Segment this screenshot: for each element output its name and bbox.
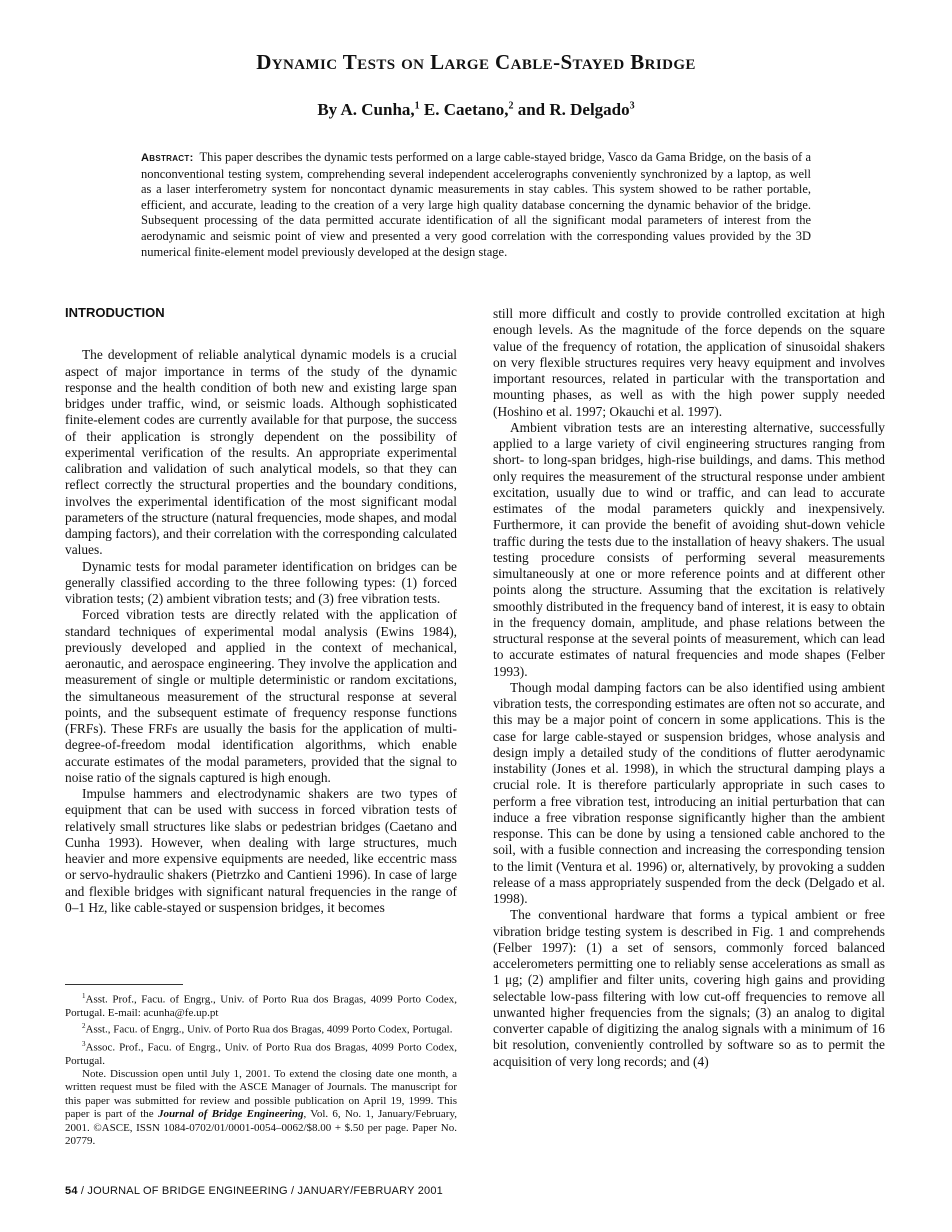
body-paragraph: Impulse hammers and electrodynamic shakers are two types of equipment that can be used with success in forced vibration tests of relatively small structures like slabs or pedestrian bridges (Caetano and Cunha 1993). However, when dealing with large structures, much heavier and more expensive equipments are needed, like eccentric mass or servo-hydraulic shakers (Pietrzko and Cantieni 1996). In case of large and flexible bridges with significant natural frequencies in the range of 0–1 Hz, like cable-stayed or suspension bridges, it becomes	[65, 786, 457, 915]
abstract	[141, 150, 811, 260]
footnote-divider	[65, 984, 183, 985]
body-paragraph: Dynamic tests for modal parameter identification on bridges can be generally classified according to the three following types: (1) forced vibration tests; (2) ambient vibration tests; and (3) free vibration tests.	[65, 558, 457, 606]
body-paragraph: Ambient vibration tests are an interesting alternative, successfully applied to a large variety of civil engineering structures ranging from short- to long-span bridges, high-rise buildings, and dams. This method only requires the measurement of the structural response under ambient excitation, usually due to wind or traffic, and can lead to accurate estimates of the modal parameters quickly and inexpensively. Furthermore, it can provide the benefit of avoiding shut-down vehicle traffic during the tests due to the installation of heavy shakers. The usual testing procedure consists of performing several measurements simultaneously at one or more reference points and at different other points along the structure. Assuming that the excitation is relatively smoothly distributed in the frequency band of interest, it is easy to obtain in the frequency domain, amplitude, and phase relations between the structural response at the several points of measurement, which can lead to accurate estimates of natural frequencies and mode shapes (Felber 1993).	[493, 419, 885, 679]
footnotes	[65, 990, 457, 1148]
body-paragraph: The development of reliable analytical dynamic models is a crucial aspect of major importance in terms of the study of the dynamic response and the health condition of both new and existing large span bridges under traffic, wind, or seismic loads. Although sophisticated finite-element codes are currently available for that purpose, the success of their application is strongly dependent on the possibility of experimental verification of the results. An appropriate experimental calibration and validation of such analytical models, so that they can reflect correctly the structural properties and the boundary conditions, involves the experimental identification of the most significant modal parameters of the structure (natural frequencies, mode shapes, and modal damping factors), and their correlation with the corresponding calculated values.	[65, 347, 457, 558]
body-paragraph: Forced vibration tests are directly related with the application of standard techniques of experimental modal analysis (Ewins 1984), previously developed and applied in the context of mechanical, aeronautic, and aerospace engineering. They involve the application and measurement of single or multiple deterministic or random excitations, the simultaneous measurement of the structural response at several points, and the subsequent estimate of frequency response functions (FRFs). These FRFs are usually the basis for the application of multi-degree-of-freedom modal identification algorithms, which enable accurate estimates of the modal parameters, provided that the signal to noise ratio of the signals captured is high enough.	[65, 607, 457, 785]
body-paragraph: The conventional hardware that forms a typical ambient or free vibration bridge testing system is described in Fig. 1 and comprehends (Felber 1997): (1) a set of sensors, commonly forced balanced accelerometers permitting one to reliably sense accelerations as small as 1 μg; (2) amplifier and filter units, covering high gains and providing selectable low-pass filtering with low cut-off frequencies to remove all unwanted higher frequencies from the signals; (3) an analog to digital converter capable of digitizing the analog signals with a minimum of 16 bit resolution, conveniently controlled by software so as to permit the acquisition of very long records; and (4)	[493, 907, 885, 1069]
author-3: and R. Delgado$^3$	[517, 100, 635, 119]
journal-footer-text: / JOURNAL OF BRIDGE ENGINEERING / JANUARY/FEBRUARY 2001	[77, 1185, 443, 1197]
author-1: A. Cunha,$^1$	[340, 100, 420, 119]
author-2-affiliation-mark: 2	[508, 100, 514, 112]
left-column	[65, 305, 457, 916]
paper-title: Dynamic Tests on Large Cable-Stayed Bridge	[256, 50, 696, 74]
running-footer	[65, 1185, 443, 1197]
body-paragraph-continued: still more difficult and costly to provide controlled excitation at high enough levels. As the magnitude of the force depends on the square value of the frequency of rotation, the application of sinusoidal shakers on very flexible structures requires very heavy equipment and involves important resources, related in particular with the transportation and mounting phases, as well as with the high power supply needed (Hoshino et al. 1997; Okauchi et al. 1997).	[493, 306, 885, 419]
author-1-affiliation-mark: 1	[414, 100, 420, 112]
publication-note: Note. Discussion open until July 1, 2001. To extend the closing date one month, a written request must be filed with the ASCE Manager of Journals. The manuscript for this paper was submitted for review and possible publication on April 19, 1999. This paper is part of the Journal of Bridge Engineering, Vol. 6, No. 1, January/February, 2001. ©ASCE, ISSN 1084-0702/01/0001-0054–0062/$8.00 + $.50 per page. Paper No. 20779.	[65, 1068, 457, 1148]
author-line	[0, 100, 952, 120]
footnote-1: $^1$Asst. Prof., Facu. of Engrg., Univ. of Porto Rua dos Bragas, 4099 Porto Codex, Portugal. E-mail: acunha@fe.up.pt	[65, 992, 457, 1020]
abstract-label: Abstract:	[141, 152, 194, 164]
authors-prefix: By	[317, 100, 338, 119]
footnote-3: $^3$Assoc. Prof., Facu. of Engrg., Univ. of Porto Rua dos Bragas, 4099 Porto Codex, Portugal.	[65, 1039, 457, 1067]
page-number: 54	[65, 1185, 78, 1197]
author-3-affiliation-mark: 3	[629, 100, 635, 112]
journal-name: Journal of Bridge Engineering	[157, 1108, 304, 1121]
footnote-2: $^2$Asst., Facu. of Engrg., Univ. of Porto Rua dos Bragas, 4099 Porto Codex, Portugal.	[82, 1022, 453, 1037]
section-heading-introduction: INTRODUCTION	[65, 305, 165, 320]
author-2: E. Caetano,$^2$	[423, 100, 514, 119]
body-paragraph: Though modal damping factors can be also identified using ambient vibration tests, the corresponding estimates are often not so accurate, and this may be a major point of concern in some applications. This is the case for large cable-stayed or suspension bridges, whose analysis and design imply a detailed study of the conditions of flutter aerodynamic instability (Jones et al. 1998), in which the structural damping plays a crucial role. It is therefore particularly appropriate in such cases to perform a free vibration test, introducing an initial perturbation that can induce a free vibration response significantly higher than the ambient response. This can be done by using a tensioned cable anchored to the soil, with a fusible connection and increasing the corresponding tension to the limit (Ventura et al. 1996) or, alternatively, by provoking a sudden release of a mass appropriately suspended from the deck (Delgado et al. 1998).	[493, 679, 885, 906]
right-column	[493, 306, 885, 1070]
abstract-text: This paper describes the dynamic tests performed on a large cable-stayed bridge, Vasco da Gama Bridge, on the basis of a nonconventional testing system, comprehending several independent accelerographs conveniently synchronized by a laptop, as well as a laser interferometry system for noncontact dynamic measurements in stay cables. This system showed to be rather portable, efficient, and accurate, leading to the creation of a very large high quality database concerning the dynamic behavior of the bridge. Subsequent processing of the data permitted accurate identification of all the significant modal parameters of interest from the aerodynamic and seismic point of view and presented a very good correlation with the corresponding values provided by the 3D numerical finite-element model previously developed at the design stage.	[141, 150, 811, 259]
